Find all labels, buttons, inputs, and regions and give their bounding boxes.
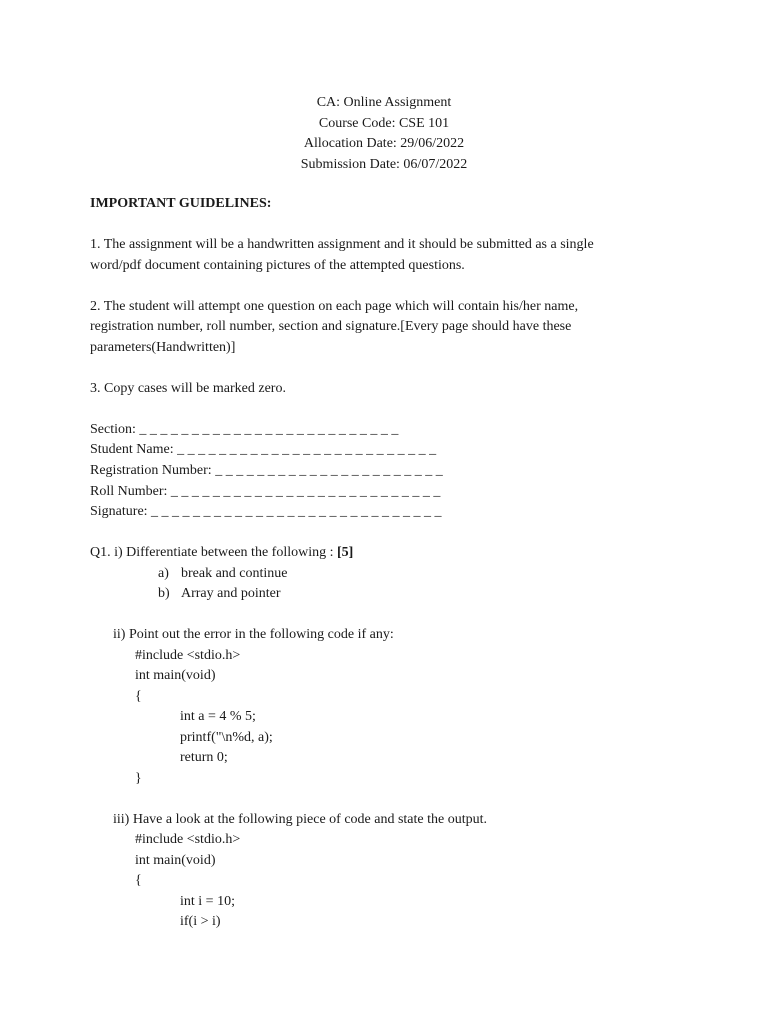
item-a-label: a) [158,566,169,581]
question-1-part-i-marks: [5] [337,545,354,560]
item-b-text: Array and pointer [181,586,281,601]
code-line: #include <stdio.h> [135,648,241,663]
code-line: #include <stdio.h> [135,832,241,847]
document-title: CA: Online Assignment [316,95,452,110]
code-line: int a = 4 % 5; [180,709,256,724]
question-1-part-iii: iii) Have a look at the following piece of code and state the output. [113,812,487,827]
guidelines-heading: IMPORTANT GUIDELINES: [90,196,272,211]
item-b-label: b) [158,586,170,601]
question-1-part-ii: ii) Point out the error in the following code if any: [113,627,394,642]
guideline-1-line-2: word/pdf document containing pictures of the attempted questions. [90,258,465,273]
roll-number-field: Roll Number: _ _ _ _ _ _ _ _ _ _ _ _ _ _ _ _ _ _ _ _ _ _ _ _ _ _ [90,484,441,499]
guideline-3: 3. Copy cases will be marked zero. [90,381,286,396]
code-line: { [135,873,142,888]
guideline-1-line-1: 1. The assignment will be a handwritten assignment and it should be submitted as a single [90,237,594,252]
allocation-date: Allocation Date: 29/06/2022 [303,136,465,152]
document-header [0,93,768,176]
registration-number-field: Registration Number: _ _ _ _ _ _ _ _ _ _ _ _ _ _ _ _ _ _ _ _ _ _ [90,463,443,478]
code-line: if(i > i) [180,914,221,929]
code-line: { [135,689,142,704]
guideline-2-line-1: 2. The student will attempt one question on each page which will contain his/her name, [90,299,579,314]
guideline-2-line-2: registration number, roll number, section and signature.[Every page should have these [90,319,572,334]
section-field: Section: _ _ _ _ _ _ _ _ _ _ _ _ _ _ _ _ _ _ _ _ _ _ _ _ _ [90,422,399,437]
code-line: } [135,771,142,786]
question-1-part-i [90,543,353,563]
code-line: int i = 10; [180,894,235,909]
code-line: int main(void) [135,853,216,868]
student-name-field: Student Name: _ _ _ _ _ _ _ _ _ _ _ _ _ _ _ _ _ _ _ _ _ _ _ _ _ [90,442,437,457]
code-line: printf("\n%d, a); [180,730,273,745]
course-code: Course Code: CSE 101 [318,115,450,131]
item-a-text: break and continue [181,566,288,581]
question-1-part-i-text: Q1. i) Differentiate between the following : [90,545,337,560]
guideline-2-line-3: parameters(Handwritten)] [90,340,236,355]
code-line: int main(void) [135,668,216,683]
signature-field: Signature: _ _ _ _ _ _ _ _ _ _ _ _ _ _ _ _ _ _ _ _ _ _ _ _ _ _ _ _ [90,504,442,519]
code-line: return 0; [180,750,228,765]
submission-date: Submission Date: 06/07/2022 [300,157,468,173]
